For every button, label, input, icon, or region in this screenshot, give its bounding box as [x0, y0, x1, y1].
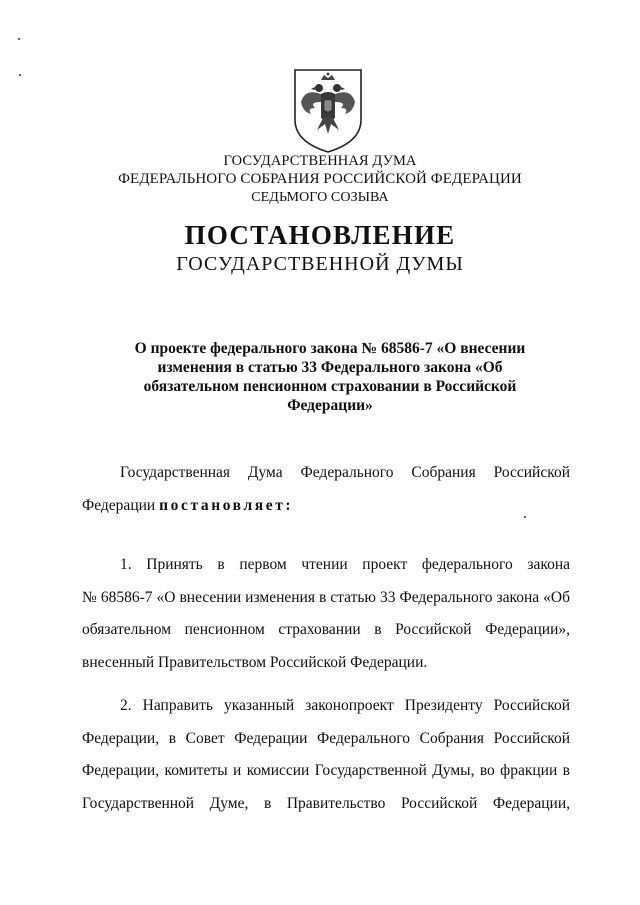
item-1-paragraph: [82, 549, 570, 679]
intro-line-1: Государственная Дума Федерального Собрания Российской: [120, 464, 570, 481]
intro-line-2: [82, 490, 570, 523]
item-2-line-3: Федерации, комитеты и комиссии Государственной Думы, во фракции в: [82, 762, 570, 779]
intro-paragraph: [82, 457, 570, 522]
item-1-line-3: обязательном пенсионном страховании в Российской Федерации»,: [82, 621, 570, 638]
item-1-line-4: внесенный Правительством Российской Федерации.: [82, 653, 428, 671]
scan-speck: [19, 74, 21, 76]
document-subtitle: ГОСУДАРСТВЕННОЙ ДУМЫ: [176, 253, 464, 275]
resolution-subject: О проекте федерального закона № 68586-7 «О внесении изменения в статью 33 Федерального закона «Об обязательном пенсионном страховании в Российской Федерации»: [134, 340, 526, 414]
header-line-federal-assembly: ФЕДЕРАЛЬНОГО СОБРАНИЯ РОССИЙСКОЙ ФЕДЕРАЦИИ: [118, 171, 522, 187]
scan-speck: [18, 38, 20, 40]
item-2-line-2: Федерации, в Совет Федерации Федерального Собрания Российской: [82, 729, 570, 747]
russian-coat-of-arms-icon: [291, 68, 365, 154]
scan-speck: [524, 516, 526, 518]
item-2-line-1: 2. Направить указанный законопроект Президенту Российской: [120, 697, 570, 714]
item-2-paragraph: [82, 690, 570, 820]
header-line-convocation: СЕДЬМОГО СОЗЫВА: [251, 190, 389, 205]
item-1-line-1: 1. Принять в первом чтении проект федерального закона: [120, 556, 570, 573]
item-1-line-2: № 68586-7 «О внесении изменения в статью 33 Федерального закона «Об: [82, 588, 570, 606]
document-title: ПОСТАНОВЛЕНИЕ: [184, 220, 456, 250]
intro-federation-word: Федерации: [82, 496, 156, 514]
item-2-line-4: Государственной Думе, в Правительство Российской Федерации,: [82, 794, 570, 812]
header-line-duma: ГОСУДАРСТВЕННАЯ ДУМА: [223, 153, 417, 169]
intro-resolves-word: постановляет:: [159, 496, 294, 514]
